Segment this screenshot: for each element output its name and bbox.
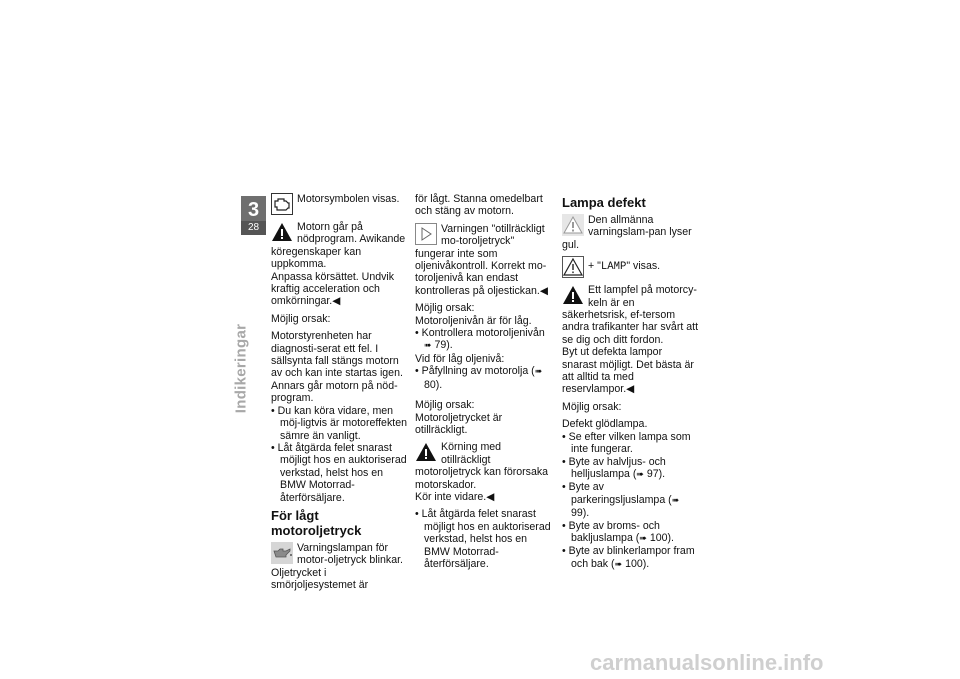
possible-cause-label: Möjlig orsak:	[271, 312, 331, 325]
list-item: • Låt åtgärda felet snarast möjligt hos en auktoriserad verkstad, helst hos en BMW Motorrad-återförsäljare.	[415, 508, 551, 570]
lamp-display-row: + "LAMP" visas.	[562, 256, 699, 279]
list-item: • Kontrollera motoroljenivån ➠ 79).	[415, 327, 545, 352]
general-warning-text: Den allmänna varningslam-pan lyser gul.	[562, 214, 692, 251]
possible-cause-label: Möjlig orsak:	[415, 399, 475, 412]
page-ref-arrow-icon: ➠	[614, 559, 623, 570]
stop-engine-text: för lågt. Stanna omedelbart och stäng av motorn.	[415, 193, 543, 218]
adapt-driving-text: Anpassa körsättet. Undvik kraftig acceleration och omkörningar.◀	[271, 270, 395, 308]
engine-icon	[271, 193, 293, 215]
engine-symbol-row	[271, 193, 408, 216]
page-ref-arrow-icon: ➠	[671, 495, 680, 506]
page-ref-arrow-icon: ➠	[534, 367, 543, 378]
oil-warning-text: Varningslampan för motor-oljetryck blinkar.	[297, 541, 403, 567]
emergency-program-text: Motorn går på nödprogram. Awikande köregenskaper kan uppkomma.	[271, 221, 406, 271]
list-item: • Låt åtgärda felet snarast möjligt hos en auktoriserad verkstad, helst hos en BMW Motorrad-återförsäljare.	[271, 441, 407, 504]
fault-diagnosis-text: Motorstyrenheten har diagnosti-serat ett fel. I sällsynta fall stängs motorn av och kan inte startas igen. Annars går motorn på nöd-program.	[271, 330, 403, 405]
oil-warning-row	[271, 542, 408, 567]
section-heading-oil-pressure: För lågt motoroljetryck	[271, 507, 362, 538]
list-item: • Se efter vilken lampa som inte fungerar.	[562, 430, 691, 456]
oil-pressure-text: Oljetrycket i smörjoljesystemet är	[271, 566, 369, 592]
lamp-code: LAMP	[600, 261, 627, 274]
list-item: • Påfyllning av motorolja (➠ 80).	[415, 365, 543, 391]
defect-bulb-text: Defekt glödlampa.	[562, 418, 648, 431]
list-item: • Byte av halvljus- och helljuslampa (➠ 97).	[562, 455, 666, 480]
chapter-title: Indikeringar	[232, 323, 250, 414]
warning-row-3	[562, 284, 699, 346]
general-warning-row	[562, 214, 699, 251]
oil-pressure-low-text: Motoroljetrycket är otillräckligt.	[415, 411, 503, 436]
general-warning-icon	[562, 214, 584, 236]
display-warning-icon	[562, 256, 584, 278]
engine-damage-text: Körning med otillräckligt motoroljetryck kan förorsaka motorskador.	[415, 441, 549, 491]
warning-row-1	[271, 221, 408, 271]
page-ref-arrow-icon: ➠	[639, 533, 647, 544]
warning-triangle-icon	[415, 441, 437, 463]
oil-can-icon	[271, 542, 293, 564]
note-play-icon	[415, 223, 437, 245]
column-1	[271, 193, 408, 597]
list-item: • Byte av parkeringsljuslampa (➠ 99).	[562, 481, 680, 520]
list-item: • Byte av blinkerlampor fram och bak (➠ 100).	[562, 545, 695, 570]
replace-lamps-text: Byt ut defekta lampor snarast möjligt. Det bästa är att alltid ta med reservlampor.◀	[562, 346, 694, 396]
oil-level-low-text: Motoroljenivån är för låg.	[415, 314, 532, 327]
column-2	[415, 193, 552, 570]
warning-triangle-icon	[562, 284, 584, 306]
safety-risk-text: Ett lampfel på motorcy-keln är en säkerhetsrisk, ef-tersom andra trafikanter har svårt att se dig och ditt fordon.	[562, 284, 699, 346]
note-row	[415, 223, 552, 297]
section-heading-lamp-defect: Lampa defekt	[562, 195, 646, 210]
low-level-label: Vid för låg oljenivå:	[415, 352, 505, 365]
engine-symbol-text: Motorsymbolen visas.	[297, 193, 400, 205]
list-item: • Du kan köra vidare, men möj-ligtvis är motoreffekten sämre än vanligt.	[271, 404, 407, 442]
chapter-number: 3	[247, 199, 260, 221]
list-item: • Byte av broms- och bakljuslampa (➠ 100).	[562, 519, 674, 544]
possible-cause-label: Möjlig orsak:	[415, 302, 475, 315]
warning-triangle-icon	[271, 221, 293, 243]
page-number: 28	[241, 221, 266, 235]
warning-row-2	[415, 441, 552, 491]
do-not-drive-text: Kör inte vidare.◀	[415, 490, 495, 503]
watermark: carmanualsonline.info	[590, 650, 824, 675]
chapter-tab	[241, 196, 266, 235]
page-ref-arrow-icon: ➠	[636, 469, 644, 480]
possible-cause-label: Möjlig orsak:	[562, 400, 622, 413]
oil-level-note-text: Varningen "otillräckligt mo-toroljetryck" fungerar inte som oljenivåkontroll. Korrekt mo-toroljenivå kan endast kontrolleras på oljestickan.◀	[415, 222, 548, 297]
column-3	[562, 193, 699, 571]
page-ref-arrow-icon: ➠	[424, 341, 432, 352]
